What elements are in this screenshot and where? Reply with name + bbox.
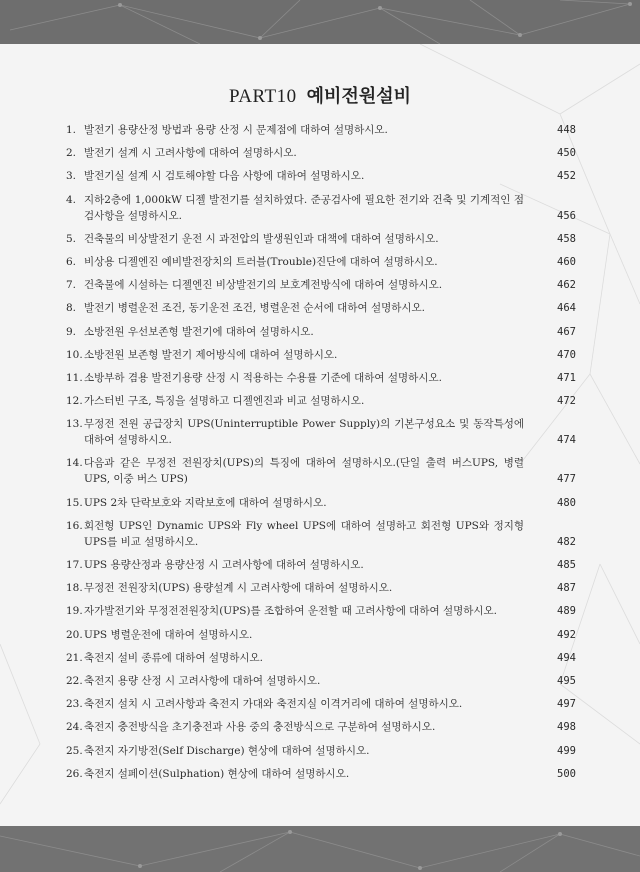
toc-entry[interactable] [66, 168, 576, 184]
entry-title: 비상용 디젤엔진 예비발전장치의 트러블(Trouble)진단에 대하여 설명하시오. [84, 255, 438, 268]
entry-page-number: 492 [557, 628, 576, 641]
entry-page-number: 477 [557, 473, 576, 486]
entry-title: 지하2층에 1,000kW 디젤 발전기를 설치하였다. 준공검사에 필요한 전기와 건축 및 기계적인 점검사항을 설명하시오. [84, 193, 524, 222]
entry-title: 축전지 충전방식을 초기충전과 사용 중의 충전방식으로 구분하여 설명하시오. [84, 721, 436, 734]
entry-page-number: 448 [557, 124, 576, 136]
toc-entry[interactable] [66, 766, 576, 782]
entry-number: 18. [66, 582, 83, 595]
entry-title: 무정전 전원 공급장치 UPS(Uninterruptible Power Supply)의 기본구성요소 및 동작특성에 대하여 설명하시오. [84, 418, 524, 447]
entry-title: 축전지 자기방전(Self Discharge) 현상에 대하여 설명하시오. [84, 744, 370, 757]
entry-page-number: 462 [557, 279, 576, 292]
entry-number: 12. [66, 395, 83, 408]
chapter-title: 예비전원설비 [306, 86, 411, 107]
toc-entry[interactable] [66, 696, 576, 712]
entry-title: UPS 병렬운전에 대하여 설명하시오. [84, 628, 253, 641]
entry-number: 17. [66, 559, 83, 571]
entry-number: 9. [66, 325, 77, 338]
entry-page-number: 470 [557, 348, 576, 361]
table-of-contents [66, 122, 576, 789]
entry-number: 25. [66, 744, 83, 757]
entry-page-number: 456 [557, 209, 576, 222]
entry-number: 21. [66, 651, 83, 664]
entry-page-number: 458 [557, 232, 576, 245]
toc-entry[interactable] [66, 347, 576, 363]
entry-number: 11. [66, 371, 83, 384]
entry-page-number: 494 [557, 651, 576, 664]
part-label: PART10 [228, 86, 297, 107]
header-band [0, 0, 640, 44]
entry-page-number: 485 [557, 559, 576, 571]
entry-page-number: 471 [557, 371, 576, 384]
entry-number: 23. [66, 698, 83, 711]
toc-entry[interactable] [66, 416, 576, 448]
entry-title: 소방전원 우선보존형 발전기에 대하여 설명하시오. [84, 325, 314, 338]
entry-number: 15. [66, 496, 83, 509]
toc-entry[interactable] [66, 495, 576, 511]
entry-page-number: 482 [557, 535, 576, 548]
entry-number: 19. [66, 605, 83, 618]
entry-number: 1. [66, 124, 77, 136]
toc-entry[interactable] [66, 603, 576, 619]
entry-number: 6. [66, 255, 77, 268]
entry-number: 13. [66, 418, 83, 431]
network-pattern-bottom [0, 826, 640, 872]
entry-number: 3. [66, 170, 77, 183]
entry-page-number: 460 [557, 255, 576, 268]
entry-title: UPS 2차 단락보호와 지락보호에 대하여 설명하시오. [84, 496, 327, 509]
entry-page-number: 499 [557, 744, 576, 757]
entry-title: 소방부하 겸용 발전기용량 산정 시 적용하는 수용률 기준에 대하여 설명하시오. [84, 371, 442, 384]
toc-entry[interactable] [66, 192, 576, 224]
toc-entry[interactable] [66, 743, 576, 759]
entry-title: 축전지 설페이션(Sulphation) 현상에 대하여 설명하시오. [84, 767, 350, 780]
page-title [0, 82, 640, 108]
toc-entry[interactable] [66, 370, 576, 386]
entry-number: 16. [66, 519, 83, 532]
entry-page-number: 495 [557, 674, 576, 687]
network-pattern-top [0, 0, 640, 44]
entry-title: 다음과 같은 무정전 전원장치(UPS)의 특징에 대하여 설명하시오.(단일 출력 버스UPS, 병렬 UPS, 이중 버스 UPS) [84, 457, 524, 486]
entry-title: 축전지 설치 시 고려사항과 축전지 가대와 축전지실 이격거리에 대하여 설명하시오. [84, 698, 463, 711]
entry-title: 축전지 설비 종류에 대하여 설명하시오. [84, 651, 263, 664]
entry-page-number: 472 [557, 395, 576, 408]
entry-page-number: 467 [557, 325, 576, 338]
entry-number: 10. [66, 348, 83, 361]
toc-entry[interactable] [66, 122, 576, 138]
entry-number: 20. [66, 628, 83, 641]
entry-title: 가스터빈 구조, 특징을 설명하고 디젤엔진과 비교 설명하시오. [84, 395, 365, 408]
toc-entry[interactable] [66, 518, 576, 550]
entry-title: UPS 용량산정과 용량산정 시 고려사항에 대하여 설명하시오. [84, 559, 364, 571]
entry-number: 26. [66, 767, 83, 780]
entry-page-number: 480 [557, 496, 576, 509]
entry-number: 24. [66, 721, 83, 734]
entry-title: 건축물에 시설하는 디젤엔진 비상발전기의 보호계전방식에 대하여 설명하시오. [84, 279, 443, 292]
entry-number: 8. [66, 302, 77, 315]
entry-number: 4. [66, 193, 77, 206]
entry-title: 발전기 용량산정 방법과 용량 산정 시 문제점에 대하여 설명하시오. [84, 124, 388, 136]
entry-number: 7. [66, 279, 77, 292]
entry-number: 14. [66, 457, 83, 470]
entry-page-number: 500 [557, 767, 576, 780]
toc-entry[interactable] [66, 673, 576, 689]
entry-title: 자가발전기와 무정전전원장치(UPS)를 조합하여 운전할 때 고려사항에 대하여 설명하시오. [84, 605, 498, 618]
toc-entry[interactable] [66, 580, 576, 596]
entry-title: 소방전원 보존형 발전기 제어방식에 대하여 설명하시오. [84, 348, 338, 361]
toc-entry[interactable] [66, 650, 576, 666]
toc-entry[interactable] [66, 300, 576, 316]
entry-title: 발전기실 설계 시 검토해야할 다음 사항에 대하여 설명하시오. [84, 170, 365, 183]
entry-title: 축전지 용량 산정 시 고려사항에 대하여 설명하시오. [84, 674, 321, 687]
entry-title: 건축물의 비상발전기 운전 시 과전압의 발생원인과 대책에 대하여 설명하시오. [84, 232, 439, 245]
entry-page-number: 487 [557, 582, 576, 595]
toc-entry[interactable] [66, 324, 576, 340]
toc-entry[interactable] [66, 145, 576, 161]
entry-page-number: 497 [557, 698, 576, 711]
toc-entry[interactable] [66, 627, 576, 643]
entry-page-number: 450 [557, 147, 576, 160]
toc-entry[interactable] [66, 455, 576, 487]
entry-number: 22. [66, 674, 83, 687]
entry-title: 발전기 설계 시 고려사항에 대하여 설명하시오. [84, 147, 297, 160]
entry-page-number: 498 [557, 721, 576, 734]
footer-band [0, 826, 640, 872]
entry-page-number: 474 [557, 434, 576, 447]
entry-title: 무정전 전원장치(UPS) 용량설계 시 고려사항에 대하여 설명하시오. [84, 582, 393, 595]
toc-entry[interactable] [66, 719, 576, 735]
entry-title: 회전형 UPS인 Dynamic UPS와 Fly wheel UPS에 대하여 설명하고 회전형 UPS와 정지형 UPS를 비교 설명하시오. [84, 519, 524, 548]
toc-entry[interactable] [66, 393, 576, 409]
toc-entry[interactable] [66, 231, 576, 247]
entry-page-number: 489 [557, 605, 576, 618]
entry-number: 2. [66, 147, 77, 160]
entry-page-number: 452 [557, 170, 576, 183]
toc-entry[interactable] [66, 254, 576, 270]
entry-page-number: 464 [557, 302, 576, 315]
toc-entry[interactable] [66, 557, 576, 573]
entry-number: 5. [66, 232, 77, 245]
toc-page [0, 44, 640, 826]
toc-entry[interactable] [66, 277, 576, 293]
entry-title: 발전기 병렬운전 조건, 동기운전 조건, 병렬운전 순서에 대하여 설명하시오. [84, 302, 426, 315]
